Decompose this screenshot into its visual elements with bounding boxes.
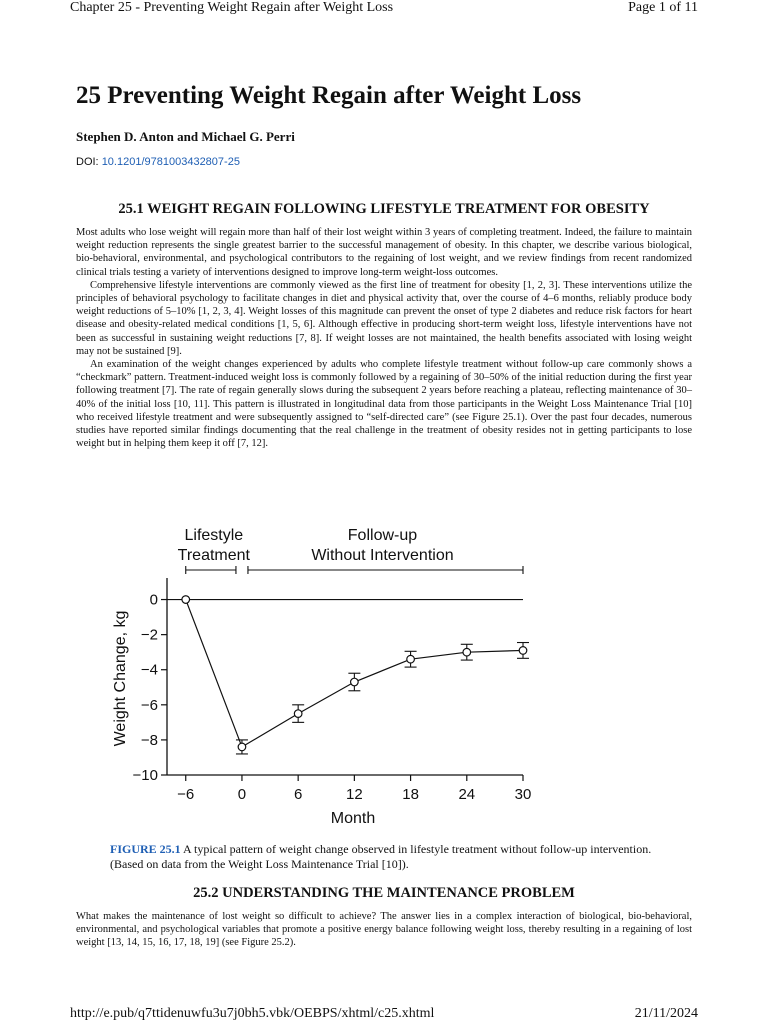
paragraph: Most adults who lose weight will regain more than half of their lost weight within 3 years of completing treatment. Indeed, the failure to maintain weight reduction represents the single greatest barrier to the successful management of obesity. In this chapter, we describe various biological, bio-behavioral, environmental, and psychological contributors to the regaining of lost weight, and we review findings from recent randomized clinical trials testing a variety of interventions designed to improve long-term weight-loss outcomes. [76,227,692,278]
x-tick-label: 0 [237,786,247,803]
doi-line [76,156,240,168]
x-axis-label: Month [330,810,376,827]
page-indicator: Page 1 of 11 [628,0,698,15]
data-point [182,596,190,604]
chart-axes [112,578,531,827]
data-point [238,743,246,751]
paragraph: What makes the maintenance of lost weight so difficult to achieve? The answer lies in a complex interaction of biological, bio-behavioral, environmental, and psychological variables that promote a positive energy balance following weight loss, thereby resulting in a regaining of lost weight [13, 14, 15, 16, 17, 18, 19] (see Figure 25.2). [76,911,692,949]
chapter-header-title: Chapter 25 - Preventing Weight Regain after Weight Loss [70,0,394,15]
data-point [463,648,471,656]
x-tick-label: 30 [514,786,532,803]
y-axis-label: Weight Change, kg [112,610,129,747]
doi-label: DOI: [76,156,99,168]
y-tick-label: 0 [149,591,158,609]
x-tick-label: 6 [293,786,303,803]
data-point [294,710,302,718]
figure-label-link[interactable]: FIGURE 25.1 [110,842,181,856]
weight-change-chart [105,520,545,830]
figure-caption-text: A typical pattern of weight change observed in lifestyle treatment without follow-up intervention. (Based on data from the Weight Loss Maintenance Trial [10]). [110,842,652,871]
phase-label: Lifestyle [184,527,244,544]
x-tick-label: −6 [177,786,195,803]
print-date: 21/11/2024 [634,1006,698,1021]
y-tick-label: −6 [140,696,158,714]
paragraph: Comprehensive lifestyle interventions are commonly viewed as the first line of treatment for obesity [1, 2, 3]. These interventions utilize the principles of behavioral psychology to facilitate changes in diet and physical activity that, over the course of 4–6 months, reliably produce body weight reductions of 5–10% [1, 2, 3, 4]. Weight losses of this magnitude can prevent the onset of type 2 diabetes and reduce risk factors for heart disease and obesity-related medical conditions [1, 5, 6]. Although effective in producing short-term weight loss, lifestyle interventions have not been as successful in sustaining weight reductions [7, 8]. If weight losses are not maintained, the health benefits associated with losing weight may not be sustained [9]. [76,279,692,357]
data-point [351,678,359,686]
section-body-25-1 [76,226,692,450]
page-footer [70,1006,698,1024]
doi-link[interactable]: 10.1201/9781003432807-25 [101,156,240,168]
phase-label: Without Intervention [311,547,454,564]
y-tick-label: −2 [140,626,158,644]
figure-caption [110,842,670,872]
x-tick-label: 18 [402,786,419,803]
paragraph: An examination of the weight changes experienced by adults who complete lifestyle treatment without follow-up care commonly shows a “checkmark” pattern. Treatment-induced weight loss is commonly followed by a regaining of 30–50% of the initial reduction during the first year following treatment [7]. The rate of regain generally slows during the subsequent 2 years before reaching a plateau, reflecting maintenance of 30–40% of the initial loss [10, 11]. This pattern is illustrated in longitudinal data from those participants in the Weight Loss Maintenance Trial [10] who received lifestyle treatment and were subsequently assigned to “self-directed care” (see Figure 25.1). Over the past four decades, numerous studies have reported similar findings documenting that the real challenge in the treatment of obesity resides not in getting participants to lose weight but in helping them keep it off [7, 12]. [76,359,692,450]
chapter-title: 25 Preventing Weight Regain after Weight Loss [76,82,582,109]
section-heading-25-2: 25.2 UNDERSTANDING THE MAINTENANCE PROBLEM [193,885,575,901]
data-point [519,647,527,655]
page-header [70,0,698,18]
phase-annotations [178,527,523,574]
chapter-authors: Stephen D. Anton and Michael G. Perri [76,129,295,144]
section-heading-25-1: 25.1 WEIGHT REGAIN FOLLOWING LIFESTYLE TREATMENT FOR OBESITY [118,201,650,217]
x-tick-label: 24 [458,786,476,803]
y-tick-label: −10 [132,767,158,784]
source-url: http://e.pub/q7ttidenuwfu3u7j0bh5.vbk/OEBPS/xhtml/c25.xhtml [70,1006,435,1021]
data-point [407,655,415,663]
phase-label: Treatment [177,547,251,564]
y-tick-label: −8 [140,731,158,749]
section-body-25-2 [76,910,692,950]
x-tick-label: 12 [346,786,363,803]
weight-change-series [182,596,529,754]
y-tick-label: −4 [140,661,158,679]
phase-label: Follow-up [347,527,418,544]
